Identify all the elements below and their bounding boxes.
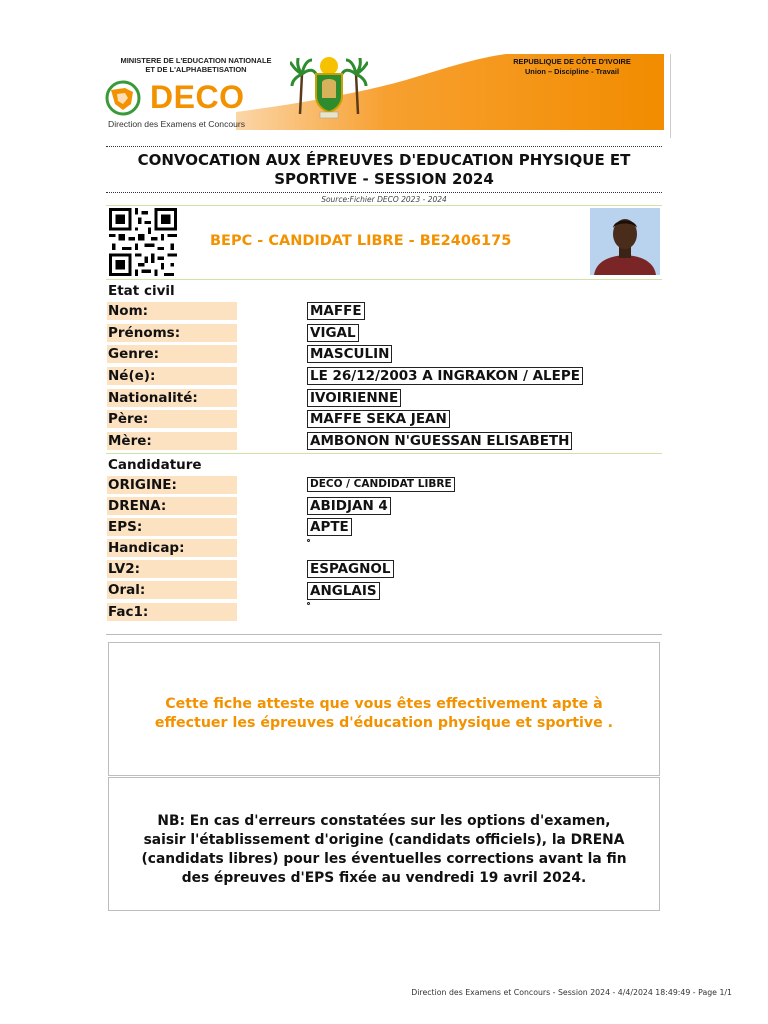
value-prenoms: VIGAL: [307, 324, 359, 342]
value-lv2: ESPAGNOL: [307, 560, 394, 578]
ministry-name: [108, 56, 284, 74]
ministry-line1: MINISTERE DE L'EDUCATION NATIONALE: [120, 56, 272, 65]
section-candidature: Candidature: [108, 457, 202, 473]
attestation-text: [112, 695, 656, 733]
page-title: [104, 151, 664, 189]
ministry-line2: ET DE L'ALPHABETISATION: [145, 65, 247, 74]
label-eps: EPS:: [107, 518, 237, 536]
value-handicap: [307, 539, 310, 542]
candidature-rule: [106, 634, 662, 635]
label-lv2: LV2:: [107, 560, 237, 578]
source-note: Source:Fichier DECO 2023 - 2024: [321, 195, 447, 204]
header-divider: [670, 54, 671, 138]
attestation-line2: effectuer les épreuves d'éducation physique et sportive .: [154, 715, 614, 731]
republic-header: [496, 57, 648, 77]
section-etat-civil: Etat civil: [108, 283, 175, 299]
title-bottom-rule: [106, 192, 662, 193]
nb-line2: saisir l'établissement d'origine (candidats officiels), la DRENA: [143, 832, 625, 848]
label-nom: Nom:: [107, 302, 237, 320]
value-mere: AMBONON N'GUESSAN ELISABETH: [307, 432, 572, 450]
republic-title: REPUBLIQUE DE CÔTE D'IVOIRE: [513, 57, 631, 66]
value-fac1: [307, 602, 310, 605]
value-pere: MAFFE SEKA JEAN: [307, 410, 450, 428]
label-origine: ORIGINE:: [107, 476, 237, 494]
page-footer: Direction des Examens et Concours - Session 2024 - 4/4/2024 18:49:49 - Page 1/1: [411, 988, 732, 997]
etat-civil-rule: [106, 453, 662, 454]
candidate-photo: [590, 208, 660, 275]
person-photo-icon: [590, 208, 660, 275]
value-oral: ANGLAIS: [307, 582, 380, 600]
deco-logo-subtitle: Direction des Examens et Concours: [108, 119, 246, 129]
title-top-rule: [106, 146, 662, 147]
value-naissance: LE 26/12/2003 A INGRAKON / ALEPE: [307, 367, 583, 385]
label-oral: Oral:: [107, 581, 237, 599]
label-drena: DRENA:: [107, 497, 237, 515]
label-naissance: Né(e):: [107, 367, 237, 385]
band-bottom-rule: [106, 279, 662, 280]
page-title-line2: SPORTIVE - SESSION 2024: [274, 170, 494, 188]
label-mere: Mère:: [107, 432, 237, 450]
qr-code-icon: [107, 208, 179, 276]
label-nationalite: Nationalité:: [107, 389, 237, 407]
nb-line1: NB: En cas d'erreurs constatées sur les options d'examen,: [157, 813, 611, 829]
label-prenoms: Prénoms:: [107, 324, 237, 342]
label-pere: Père:: [107, 410, 237, 428]
page-title-line1: CONVOCATION AUX ÉPREUVES D'EDUCATION PHYSIQUE ET: [137, 151, 631, 169]
nb-line3: (candidats libres) pour les éventuelles corrections avant la fin: [141, 851, 627, 867]
label-handicap: Handicap:: [107, 539, 237, 557]
label-genre: Genre:: [107, 345, 237, 363]
value-eps: APTE: [307, 518, 352, 536]
value-drena: ABIDJAN 4: [307, 497, 391, 515]
band-top-rule: [106, 205, 662, 206]
value-nationalite: IVOIRIENNE: [307, 389, 401, 407]
candidate-heading: BEPC - CANDIDAT LIBRE - BE2406175: [210, 233, 512, 249]
value-genre: MASCULIN: [307, 345, 392, 363]
attestation-line1: Cette fiche atteste que vous êtes effectivement apte à: [165, 696, 603, 712]
republic-motto: Union – Discipline - Travail: [524, 67, 620, 76]
deco-logo-text: DECO: [150, 79, 245, 115]
value-origine: DECO / CANDIDAT LIBRE: [307, 477, 455, 492]
deco-map-icon: [103, 80, 149, 116]
nb-line4: des épreuves d'EPS fixée au vendredi 19 avril 2024.: [181, 870, 587, 886]
label-fac1: Fac1:: [107, 603, 237, 621]
nb-text: [112, 812, 656, 888]
coat-of-arms-icon: [290, 52, 368, 122]
value-nom: MAFFE: [307, 302, 365, 320]
